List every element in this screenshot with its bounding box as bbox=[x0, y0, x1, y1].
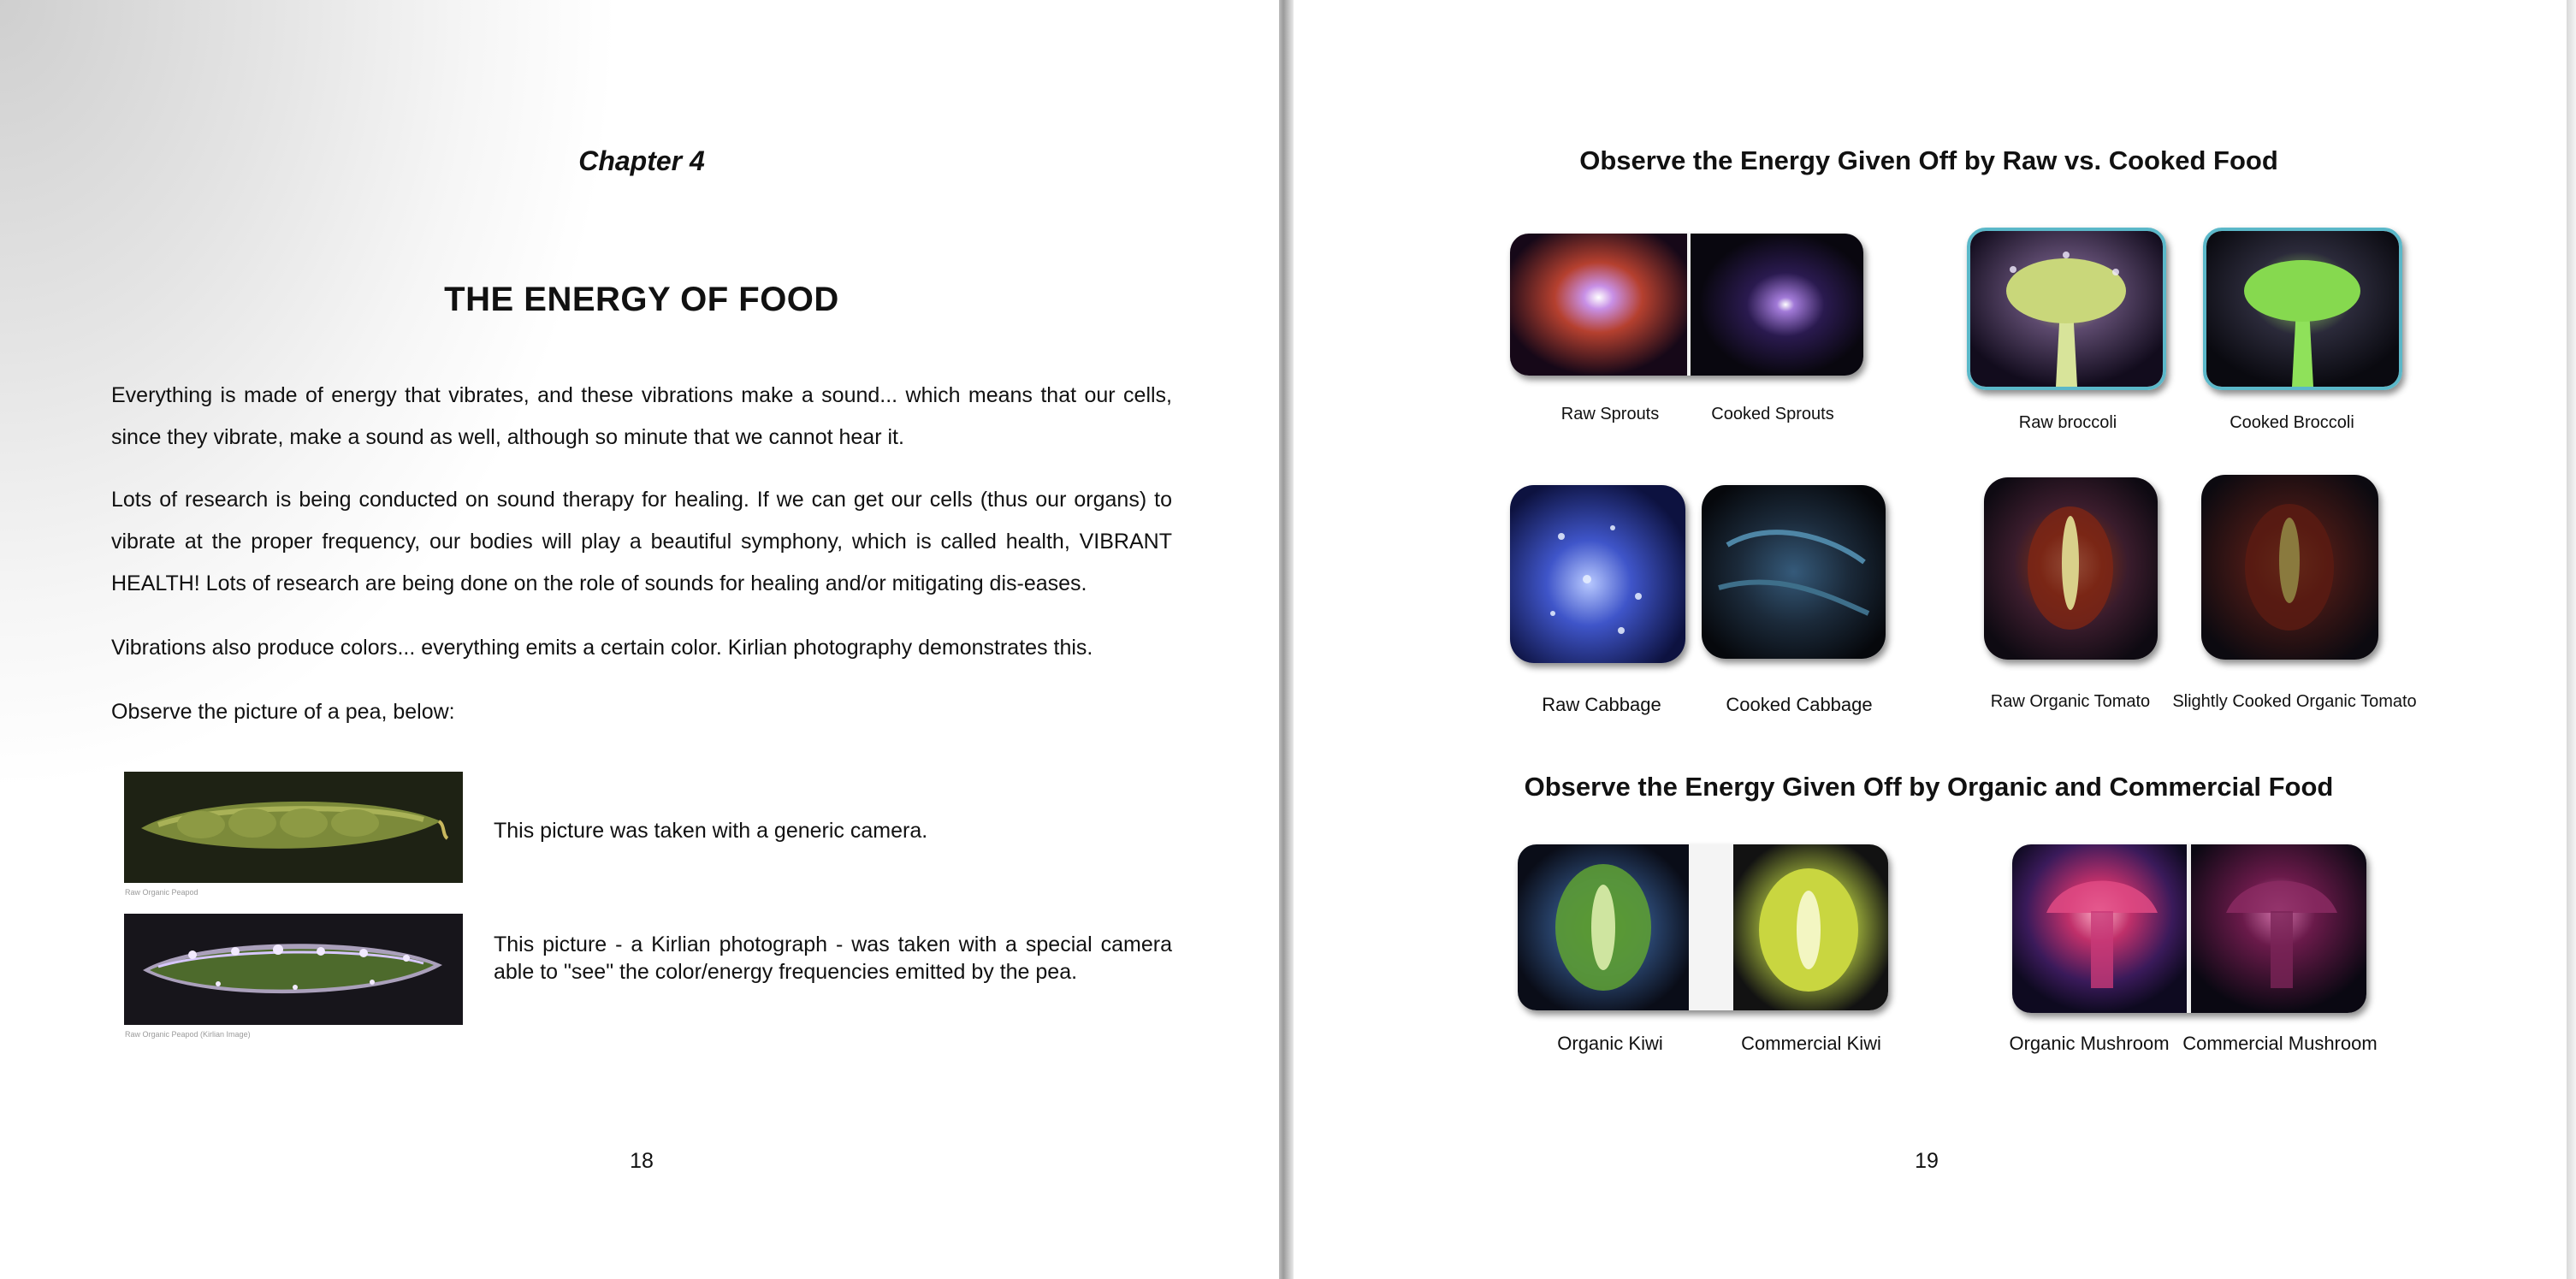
label-commercial-kiwi: Commercial Kiwi bbox=[1741, 1033, 1881, 1054]
raw-cabbage-photo bbox=[1510, 485, 1685, 663]
book-gutter bbox=[1279, 0, 1294, 1279]
peapod-kirlian-photo bbox=[124, 914, 463, 1025]
peapod-tiny-caption: Raw Organic Peapod bbox=[125, 888, 198, 897]
peapod-kirlian-tiny-caption: Raw Organic Peapod (Kirlian Image) bbox=[125, 1030, 251, 1039]
label-cooked-cabbage: Cooked Cabbage bbox=[1726, 694, 1873, 715]
label-raw-tomato: Raw Organic Tomato bbox=[1990, 692, 2151, 711]
chapter-label: Chapter 4 bbox=[578, 145, 705, 176]
label-organic-kiwi: Organic Kiwi bbox=[1557, 1033, 1663, 1054]
label-commercial-mushroom: Commercial Mushroom bbox=[2182, 1033, 2378, 1054]
cooked-cabbage-photo bbox=[1702, 485, 1886, 659]
label-raw-broccoli: Raw broccoli bbox=[2018, 413, 2117, 432]
cooked-tomato-photo bbox=[2201, 475, 2378, 660]
page-number-left: 18 bbox=[630, 1149, 654, 1173]
label-raw-sprouts: Raw Sprouts bbox=[1560, 405, 1660, 423]
heading-raw-vs-cooked: Observe the Energy Given Off by Raw vs. Cooked Food bbox=[1579, 145, 2278, 175]
label-organic-mushroom: Organic Mushroom bbox=[2009, 1033, 2170, 1054]
peapod-description: This picture was taken with a generic camera. bbox=[494, 819, 928, 843]
label-raw-cabbage: Raw Cabbage bbox=[1542, 694, 1661, 715]
kiwi-kirlian-photo bbox=[1518, 844, 1888, 1010]
cooked-broccoli-photo bbox=[2203, 228, 2402, 390]
paragraph-1: Everything is made of energy that vibrates, and these vibrations make a sound... which means that our cells, since they vibrate, make a sound as well, although so minute that we cannot hear it. bbox=[111, 383, 1172, 449]
left-page bbox=[0, 0, 1279, 1279]
label-cooked-tomato: Slightly Cooked Organic Tomato bbox=[2172, 692, 2417, 711]
raw-tomato-photo bbox=[1984, 477, 2158, 660]
raw-broccoli-photo bbox=[1967, 228, 2166, 390]
peapod-kirlian-description: This picture - a Kirlian photograph - was taken with a special camera able to "see" the color/energy frequencies emitted by the pea. bbox=[494, 933, 1172, 984]
peapod-photo bbox=[124, 772, 463, 883]
right-page bbox=[1294, 0, 2576, 1279]
page-edge bbox=[2567, 0, 2576, 1279]
heading-organic-vs-commercial: Observe the Energy Given Off by Organic and Commercial Food bbox=[1524, 772, 2334, 802]
paragraph-2: Lots of research is being conducted on sound therapy for healing. If we can get our cells (thus our organs) to vibrate at the proper frequency, our bodies will play a beautiful symphony, which is called health, VIBRANT HEALTH! Lots of research are being done on the role of sounds for healing and/or mitigating dis-eases. bbox=[111, 488, 1172, 595]
paragraph-3: Vibrations also produce colors... everything emits a certain color. Kirlian photography demonstrates this. bbox=[111, 636, 1093, 660]
sprouts-kirlian-photo bbox=[1510, 234, 1863, 376]
label-cooked-broccoli: Cooked Broccoli bbox=[2230, 413, 2354, 432]
chapter-title: THE ENERGY OF FOOD bbox=[444, 281, 839, 318]
label-cooked-sprouts: Cooked Sprouts bbox=[1711, 405, 1834, 423]
page-number-right: 19 bbox=[1915, 1149, 1939, 1173]
mushroom-kirlian-photo bbox=[2012, 844, 2366, 1013]
paragraph-4: Observe the picture of a pea, below: bbox=[111, 700, 455, 724]
